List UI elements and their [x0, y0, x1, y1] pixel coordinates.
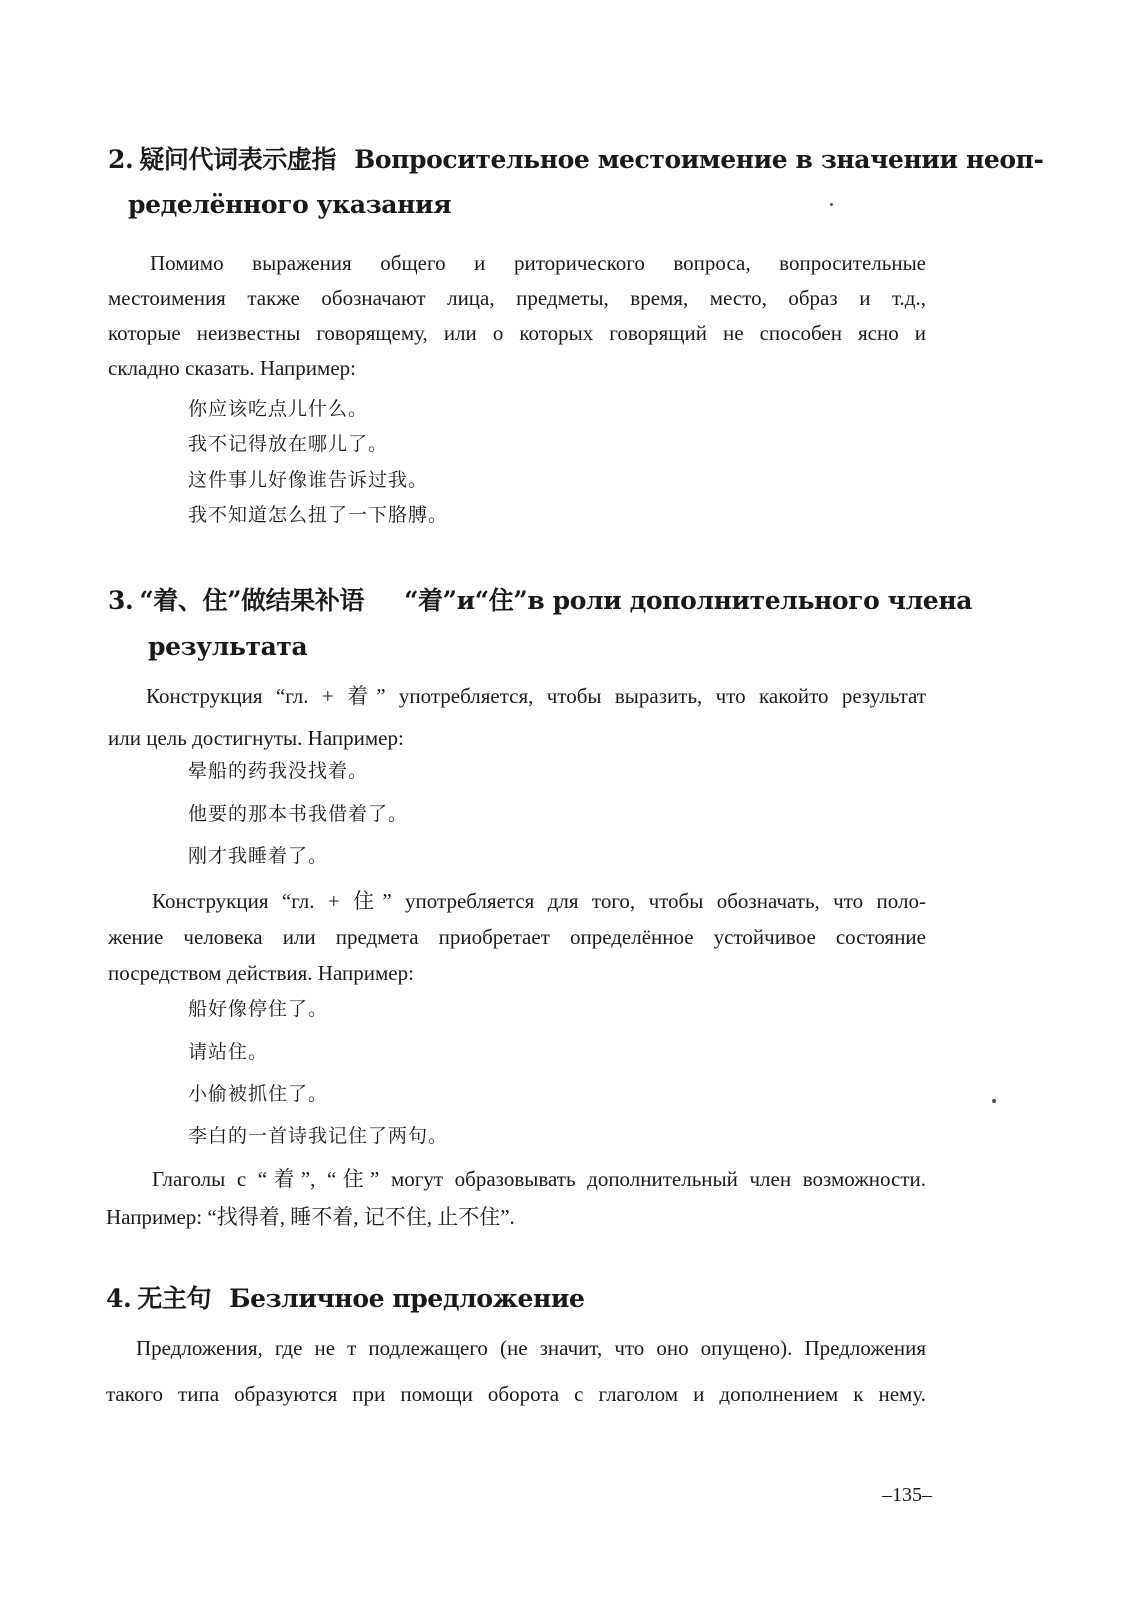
section-4-number: 4. — [106, 1284, 132, 1313]
paragraph-line: местоимения также обозначают лица, предметы, время, место, образ и т.д., — [108, 286, 926, 310]
example-sentence: 船好像停住了。 — [188, 998, 329, 1020]
section-3-paragraph-3 — [106, 1160, 926, 1236]
section-2-title-ru-continued: ределённого указания — [128, 190, 452, 219]
paragraph-line: которые неизвестны говорящему, или о которых говорящий не способен ясно и — [108, 321, 926, 345]
section-2-heading-continued — [128, 190, 451, 220]
example-sentence: 晕船的药我没找着。 — [188, 760, 369, 782]
paragraph-line: посредством действия. Например: — [108, 961, 414, 985]
section-3-title-zh: “着、住”做结果补语 — [139, 586, 365, 615]
example-sentence: 你应该吃点儿什么。 — [188, 398, 369, 420]
section-2-paragraph — [108, 246, 926, 386]
example-sentence: 我不记得放在哪儿了。 — [188, 433, 389, 455]
paragraph-line: или цель достигнуты. Например: — [108, 726, 404, 750]
paragraph-line: Конструкция “гл. + 着” употребляется, чтобы выразить, что какойто результат — [146, 684, 926, 708]
section-3-paragraph-1 — [108, 675, 926, 759]
section-3-number: 3. — [108, 586, 134, 615]
example-sentence: 请站住。 — [188, 1041, 269, 1063]
scan-speck — [992, 1099, 996, 1103]
section-3-heading-continued — [148, 632, 307, 662]
paragraph-line: такого типа образуются при помощи оборота с глаголом и дополнением к нему. — [106, 1382, 926, 1406]
paragraph-line: складно сказать. Например: — [108, 356, 356, 380]
example-sentence: 李白的一首诗我记住了两句。 — [188, 1125, 449, 1147]
scan-speck — [830, 203, 833, 206]
example-sentence: 刚才我睡着了。 — [188, 845, 329, 867]
section-2-title-zh: 疑问代词表示虚指 — [139, 145, 337, 174]
paragraph-line: Предложения, где не т подлежащего (не значит, что оно опущено). Предложения — [136, 1336, 926, 1360]
section-3-paragraph-2 — [108, 883, 926, 991]
section-2-heading — [108, 145, 1044, 175]
paragraph-line: Конструкция “гл. + 住” употребляется для того, чтобы обозначать, что поло- — [152, 889, 926, 913]
example-sentence: 他要的那本书我借着了。 — [188, 803, 409, 825]
paragraph-line: Помимо выражения общего и риторического вопроса, вопросительные — [150, 251, 926, 275]
paragraph-line: жение человека или предмета приобретает определённое устойчивое состояние — [108, 925, 926, 949]
section-2-title-ru: Вопросительное местоимение в значении неоп- — [354, 145, 1044, 174]
paragraph-line: Глаголы с “着”, “住” могут образовывать дополнительный член возможности. — [152, 1167, 926, 1191]
section-3-title-ru: “着”и“住”в роли дополнительного члена — [404, 586, 973, 615]
section-4-heading — [106, 1284, 585, 1314]
section-3-heading — [108, 586, 972, 616]
section-4-title-ru: Безличное предложение — [229, 1284, 585, 1313]
example-sentence: 我不知道怎么扭了一下胳膊。 — [188, 504, 449, 526]
page-number: –135– — [882, 1484, 932, 1506]
example-sentence: 小偷被抓住了。 — [188, 1083, 329, 1105]
section-2-number: 2. — [108, 145, 134, 174]
section-4-paragraph — [106, 1325, 926, 1417]
example-sentence: 这件事儿好像谁告诉过我。 — [188, 469, 429, 491]
paragraph-line: Например: “找得着, 睡不着, 记不住, 止不住”. — [106, 1205, 515, 1229]
section-4-title-zh: 无主句 — [137, 1284, 212, 1313]
section-3-title-ru-continued: результата — [148, 632, 308, 661]
